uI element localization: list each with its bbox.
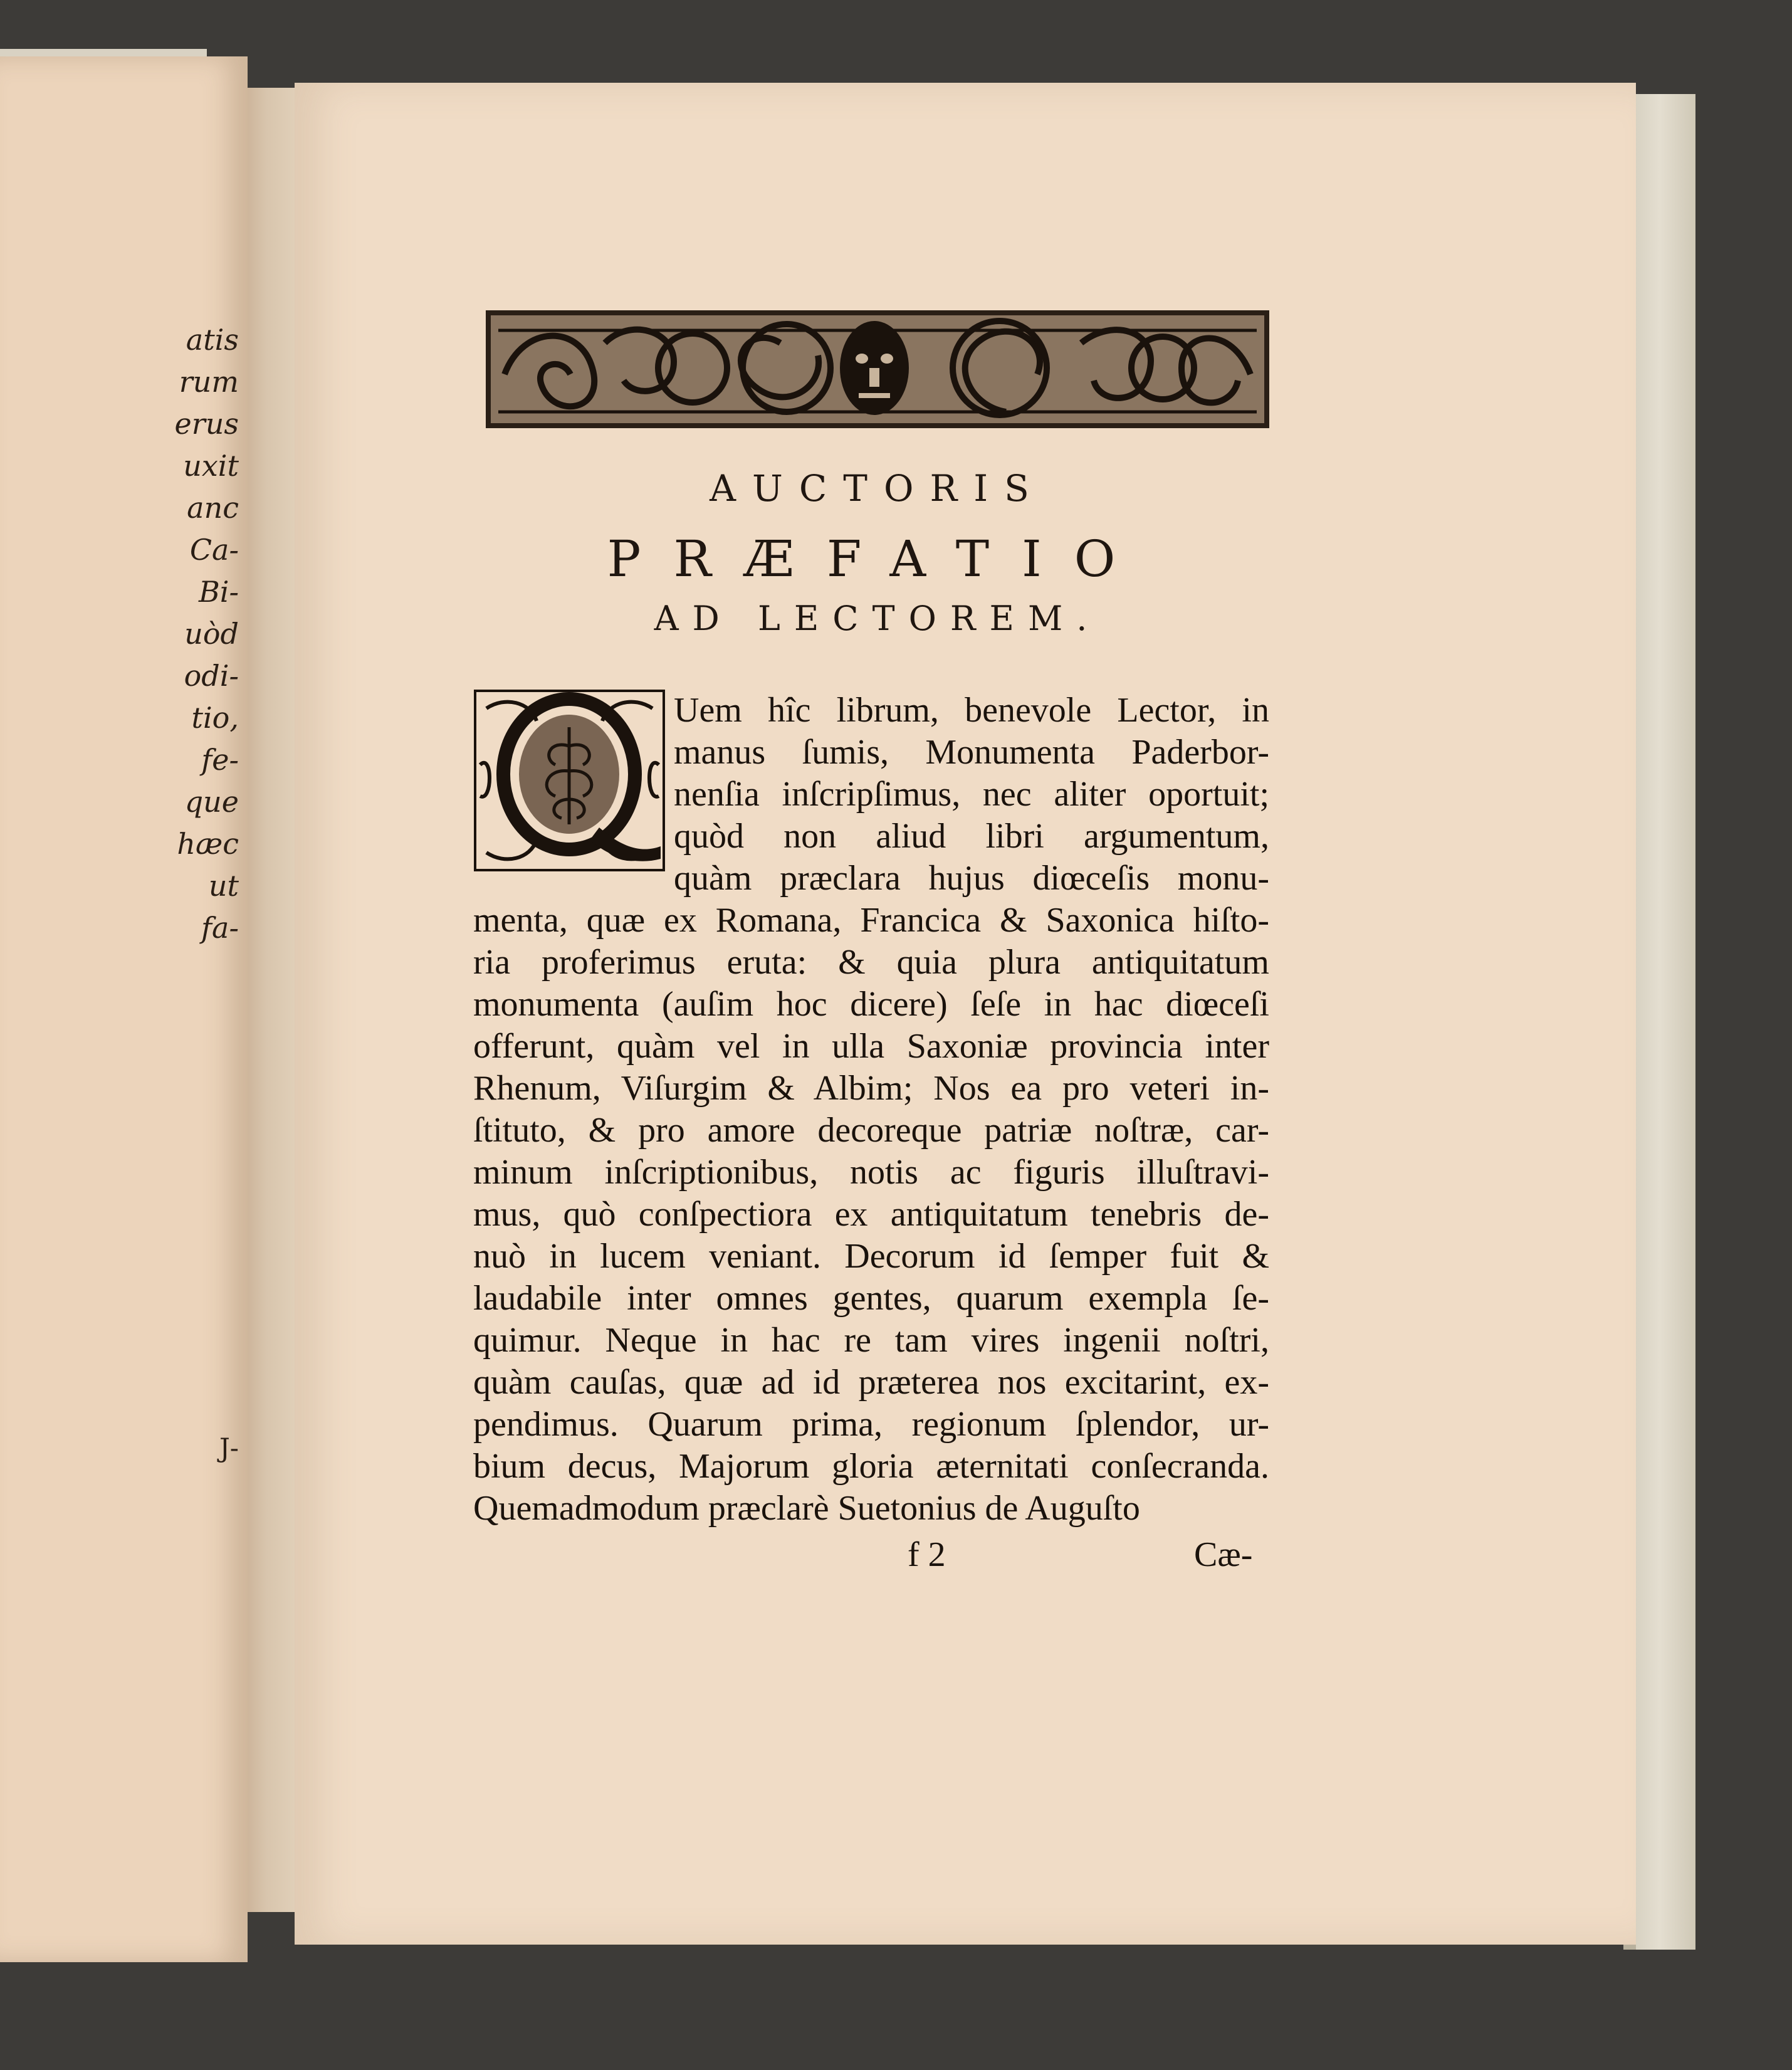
left-fragment: ut <box>208 869 239 903</box>
left-fragment: Ca- <box>189 533 239 567</box>
left-fragment: rum <box>179 365 239 399</box>
body-line: nuò in lucem veniant. Decorum id ſemper fuit & <box>473 1237 1269 1276</box>
body-line: manus ſumis, Monumenta Paderbor- <box>674 733 1269 772</box>
left-fragment: uòd <box>184 617 239 651</box>
body-line: Uem hîc librum, benevole Lector, in <box>674 691 1269 730</box>
body-line: Quemadmodum præclarè Suetonius de Auguſto <box>473 1489 1140 1528</box>
body-line: minum inſcriptionibus, notis ac figuris illuſtravi- <box>473 1153 1269 1192</box>
body-line: monumenta (auſim hoc dicere) ſeſe in hac diœceſi <box>473 985 1269 1024</box>
heading-ad-lectorem: AD LECTOREM. <box>654 599 1101 638</box>
left-fragment: atis <box>186 323 239 357</box>
vellum-cover <box>1636 94 1695 1950</box>
body-line: mus, quò conſpectiora ex antiquitatum tenebris de- <box>473 1195 1269 1234</box>
heading-praefatio: PRÆFATIO <box>607 530 1148 588</box>
body-line: quàm cauſas, quæ ad id præterea nos excitarint, ex- <box>473 1363 1269 1402</box>
decorated-initial-q-icon <box>474 690 665 871</box>
ornamental-headpiece-icon <box>486 305 1269 434</box>
left-fragment: fa- <box>201 911 239 945</box>
left-fragment: tio, <box>191 701 239 735</box>
signature-mark: f 2 <box>908 1535 946 1574</box>
body-line: laudabile inter omnes gentes, quarum exempla ſe- <box>473 1279 1269 1318</box>
book-gutter <box>248 88 295 1912</box>
body-line: ria proferimus eruta: & quia plura antiquitatum <box>473 943 1269 982</box>
left-fragment: Bi- <box>198 575 239 609</box>
body-line: Rhenum, Viſurgim & Albim; Nos ea pro veteri in- <box>473 1069 1269 1108</box>
body-line: bium decus, Majorum gloria æternitati conſecranda. <box>473 1447 1269 1486</box>
left-fragment: uxit <box>183 449 239 483</box>
body-line: offerunt, quàm vel in ulla Saxoniæ provincia inter <box>473 1027 1269 1066</box>
catchword: Cæ- <box>1194 1535 1253 1574</box>
body-line: quàm præclara hujus diœceſis monu- <box>674 859 1269 898</box>
body-line: nenſia inſcripſimus, nec aliter oportuit; <box>674 775 1269 814</box>
left-page <box>0 56 248 1962</box>
left-fragment: J- <box>219 1432 239 1463</box>
left-fragment: que <box>184 785 239 819</box>
left-fragment: odi- <box>184 659 239 693</box>
left-fragment: erus <box>174 407 239 441</box>
left-fragment: fe- <box>201 743 239 777</box>
body-line: pendimus. Quarum prima, regionum ſplendor, ur- <box>473 1405 1269 1444</box>
body-line: quimur. Neque in hac re tam vires ingenii noſtri, <box>473 1321 1269 1360</box>
left-fragment: hæc <box>177 827 239 861</box>
body-line: ſtituto, & pro amore decoreque patriæ noſtræ, car- <box>473 1111 1269 1150</box>
heading-auctoris: AUCTORIS <box>710 467 1045 510</box>
body-line: quòd non aliud libri argumentum, <box>674 817 1269 856</box>
body-line: menta, quæ ex Romana, Francica & Saxonica hiſto- <box>473 901 1269 940</box>
left-fragment: anc <box>187 491 239 525</box>
